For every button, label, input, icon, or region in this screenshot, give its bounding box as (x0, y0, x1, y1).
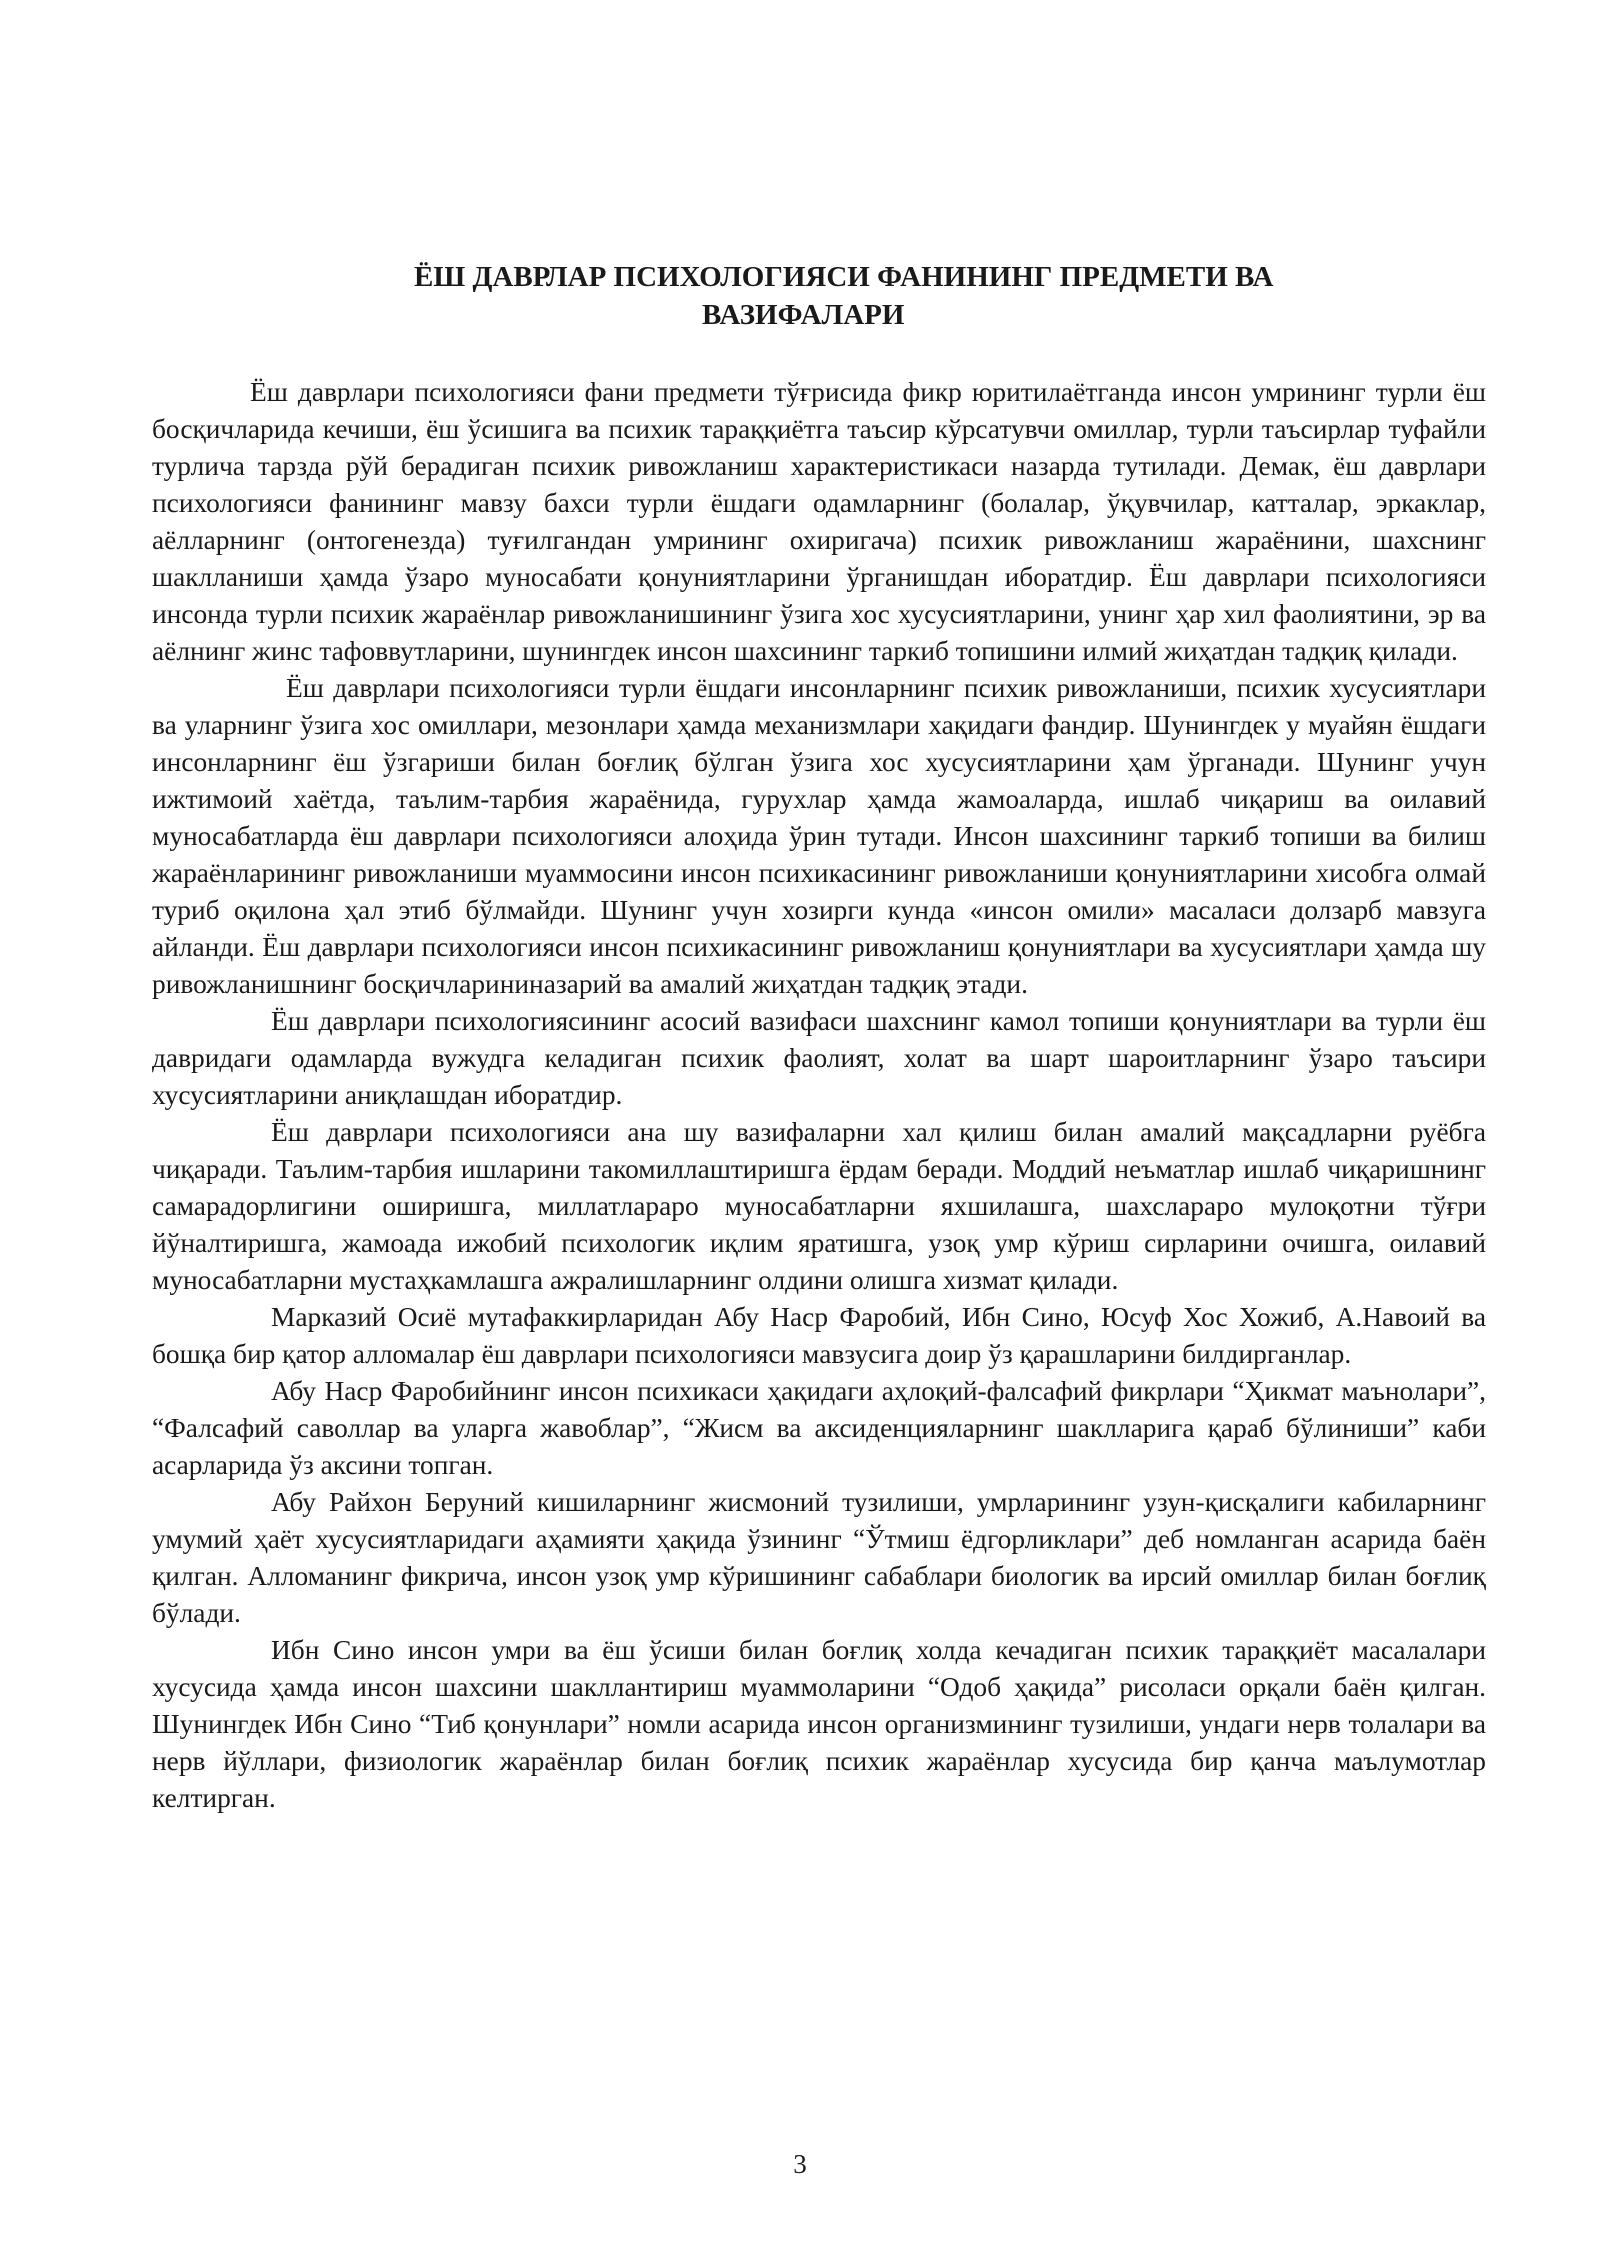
paragraph: Ибн Сино инсон умри ва ёш ўсиши билан боғлиқ холда кечадиган психик тараққиёт масалалари хусусида ҳамда инсон шахсини шакллантириш муаммоларини “Одоб ҳақида” рисоласи орқали баён қилган. Шунингдек Ибн Сино “Тиб қонунлари” номли асарида инсон организмининг тузилиши, ундаги нерв толалари ва нерв йўллари, физиологик жараёнлар билан боғлиқ психик жараёнлар хусусида бир қанча маълумотлар келтирган. (152, 1635, 1486, 1813)
page-title (150, 258, 1480, 334)
paragraph: Абу Райхон Беруний кишиларнинг жисмоний тузилиши, умрларининг узун-қисқалиги кабиларнинг умумий ҳаёт хусусиятларидаги аҳамияти ҳақида ўзининг “Ўтмиш ёдгорликлари” деб номланган асарида баён қилган. Алломанинг фикрича, инсон узоқ умр кўришининг сабаблари биологик ва ирсий омиллар билан боғлиқ бўлади. (152, 1487, 1486, 1628)
paragraph: Ёш даврлари психологияси турли ёшдаги инсонларнинг психик ривожланиши, психик хусусиятлари ва уларнинг ўзига хос омиллари, мезонлари ҳамда механизмлари хақидаги фандир. Шунингдек у муайян ёшдаги инсонларнинг ёш ўзгариши билан боғлиқ бўлган ўзига хос хусусиятларини ҳам ўрганади. Шунинг учун ижтимоий хаётда, таълим-тарбия жараёнида, гурухлар ҳамда жамоаларда, ишлаб чиқариш ва оилавий муносабатларда ёш даврлари психологияси алоҳида ўрин тутади. Инсон шахсининг таркиб топиши ва билиш жараёнларининг ривожланиши муаммосини инсон психикасининг ривожланиши қонуниятларини хисобга олмай туриб оқилона ҳал этиб бўлмайди. Шунинг учун хозирги кунда «инсон омили» масаласи долзарб мавзуга айланди. Ёш даврлари психологияси инсон психикасининг ривожланиш қонуниятлари ва хусусиятлари ҳамда шу ривожланишнинг босқичларининазарий ва амалий жиҳатдан тадқиқ этади. (152, 673, 1486, 999)
paragraph: Ёш даврлари психологияси ана шу вазифаларни хал қилиш билан амалий мақсадларни руёбга чиқаради. Таълим-тарбия ишларини такомиллаштиришга ёрдам беради. Моддий неъматлар ишлаб чиқаришнинг самарадорлигини оширишга, миллатлараро муносабатларни яхшилашга, шахслараро мулоқотни тўғри йўналтиришга, жамоада ижобий психологик иқлим яратишга, узоқ умр кўриш сирларини очишга, оилавий муносабатларни мустаҳкамлашга ажралишларнинг олдини олишга хизмат қилади. (152, 1117, 1486, 1295)
paragraph: Абу Наср Фаробийнинг инсон психикаси ҳақидаги аҳлоқий-фалсафий фикрлари “Ҳикмат маънолари”, “Фалсафий саволлар ва уларга жавоблар”, “Жисм ва аксиденцияларнинг шаклларига қараб бўлиниши” каби асарларида ўз аксини топган. (152, 1376, 1486, 1480)
title-line-2: ВАЗИФАЛАРИ (702, 299, 905, 331)
paragraph: Ёш даврлари психологияси фани предмети тўғрисида фикр юритилаётганда инсон умрининг турли ёш босқичларида кечиши, ёш ўсишига ва психик тараққиётга таъсир кўрсатувчи омиллар, турли таъсирлар туфайли турлича тарзда рўй берадиган психик ривожланиш характеристикаси назарда тутилади. Демак, ёш даврлари психологияси фанининг мавзу бахси турли ёшдаги одамларнинг (болалар, ўқувчилар, катталар, эркаклар, аёлларнинг (онтогенезда) туғилгандан умрининг охиригача) психик ривожланиш жараёнини, шахснинг шаклланиши ҳамда ўзаро муносабати қонуниятларини ўрганишдан иборатдир. Ёш даврлари психологияси инсонда турли психик жараёнлар ривожланишининг ўзига хос хусусиятларини, унинг ҳар хил фаолиятини, эр ва аёлнинг жинс тафоввутларини, шунингдек инсон шахсининг таркиб топишини илмий жиҳатдан тадқиқ қилади. (152, 377, 1486, 666)
title-line-1: ЁШ ДАВРЛАР ПСИХОЛОГИЯСИ ФАНИНИНГ ПРЕДМЕТИ ВА (414, 261, 1274, 293)
body-text (152, 374, 1486, 1817)
page-number: 3 (793, 2149, 807, 2179)
paragraph: Ёш даврлари психологиясининг асосий вазифаси шахснинг камол топиши қонуниятлари ва турли ёш давридаги одамларда вужудга келадиган психик фаолият, холат ва шарт шароитларнинг ўзаро таъсири хусусиятларини аниқлашдан иборатдир. (152, 1006, 1486, 1110)
paragraph: Марказий Осиё мутафаккирларидан Абу Наср Фаробий, Ибн Сино, Юсуф Хос Хожиб, А.Навоий ва бошқа бир қатор алломалар ёш даврлари психологияси мавзусига доир ўз қарашларини билдирганлар. (152, 1302, 1486, 1369)
